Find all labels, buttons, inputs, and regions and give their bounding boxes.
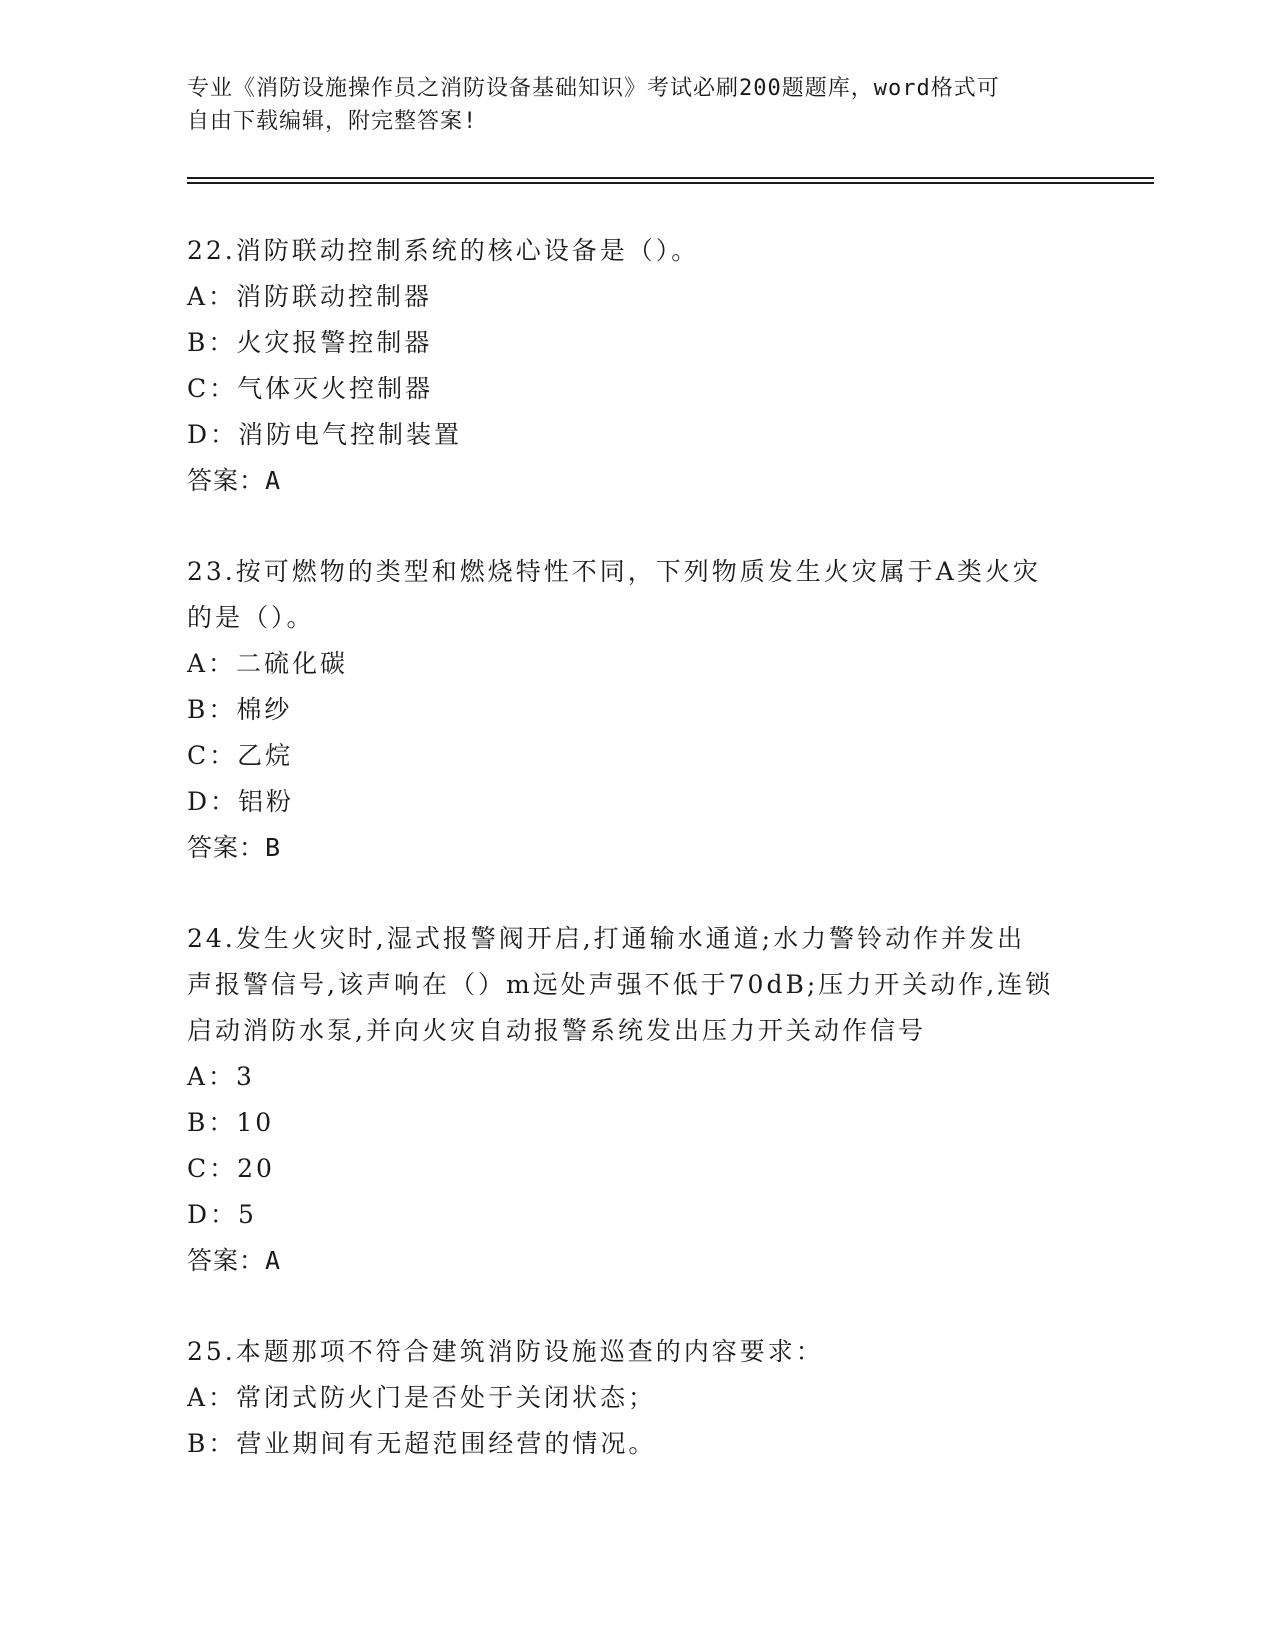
question-22 bbox=[187, 228, 1087, 504]
header-divider-bottom bbox=[187, 182, 1154, 184]
document-header bbox=[187, 72, 1067, 138]
option-a: A：常闭式防火门是否处于关闭状态； bbox=[187, 1383, 657, 1412]
question-stem: 25.本题那项不符合建筑消防设施巡查的内容要求： bbox=[187, 1337, 824, 1366]
question-stem: 24.发生火灾时,湿式报警阀开启,打通输水通道;水力警铃动作并发出 bbox=[187, 924, 1026, 953]
header-line-1: 专业《消防设施操作员之消防设备基础知识》考试必刷200题题库，word格式可 bbox=[187, 76, 1000, 101]
question-stem: 22.消防联动控制系统的核心设备是（）。 bbox=[187, 236, 700, 265]
option-b: B：棉纱 bbox=[187, 695, 293, 724]
option-c: C：气体灭火控制器 bbox=[187, 374, 434, 403]
answer: 答案：B bbox=[187, 833, 282, 862]
question-stem: 的是（）。 bbox=[187, 603, 315, 632]
question-stem: 23.按可燃物的类型和燃烧特性不同，下列物质发生火灾属于A类火灾 bbox=[187, 557, 1041, 586]
option-d: D：铝粉 bbox=[187, 787, 295, 816]
header-line-2: 自由下载编辑，附完整答案! bbox=[187, 109, 478, 134]
option-c: C：乙烷 bbox=[187, 741, 294, 770]
option-b: B：营业期间有无超范围经营的情况。 bbox=[187, 1429, 657, 1458]
answer: 答案：A bbox=[187, 466, 282, 495]
option-b: B：10 bbox=[187, 1108, 275, 1137]
question-24 bbox=[187, 916, 1087, 1284]
option-a: A：3 bbox=[187, 1062, 255, 1091]
question-25 bbox=[187, 1329, 1087, 1467]
option-a: A：消防联动控制器 bbox=[187, 282, 433, 311]
question-stem: 声报警信号,该声响在（）m远处声强不低于70dB;压力开关动作,连锁 bbox=[187, 970, 1054, 999]
option-d: D：消防电气控制装置 bbox=[187, 420, 463, 449]
answer: 答案：A bbox=[187, 1246, 282, 1275]
option-d: D：5 bbox=[187, 1200, 257, 1229]
question-stem: 启动消防水泵,并向火灾自动报警系统发出压力开关动作信号 bbox=[187, 1016, 926, 1045]
option-c: C：20 bbox=[187, 1154, 275, 1183]
header-divider-top bbox=[187, 177, 1154, 179]
option-b: B：火灾报警控制器 bbox=[187, 328, 433, 357]
question-23 bbox=[187, 549, 1087, 871]
question-list bbox=[187, 228, 1087, 1512]
option-a: A：二硫化碳 bbox=[187, 649, 349, 678]
